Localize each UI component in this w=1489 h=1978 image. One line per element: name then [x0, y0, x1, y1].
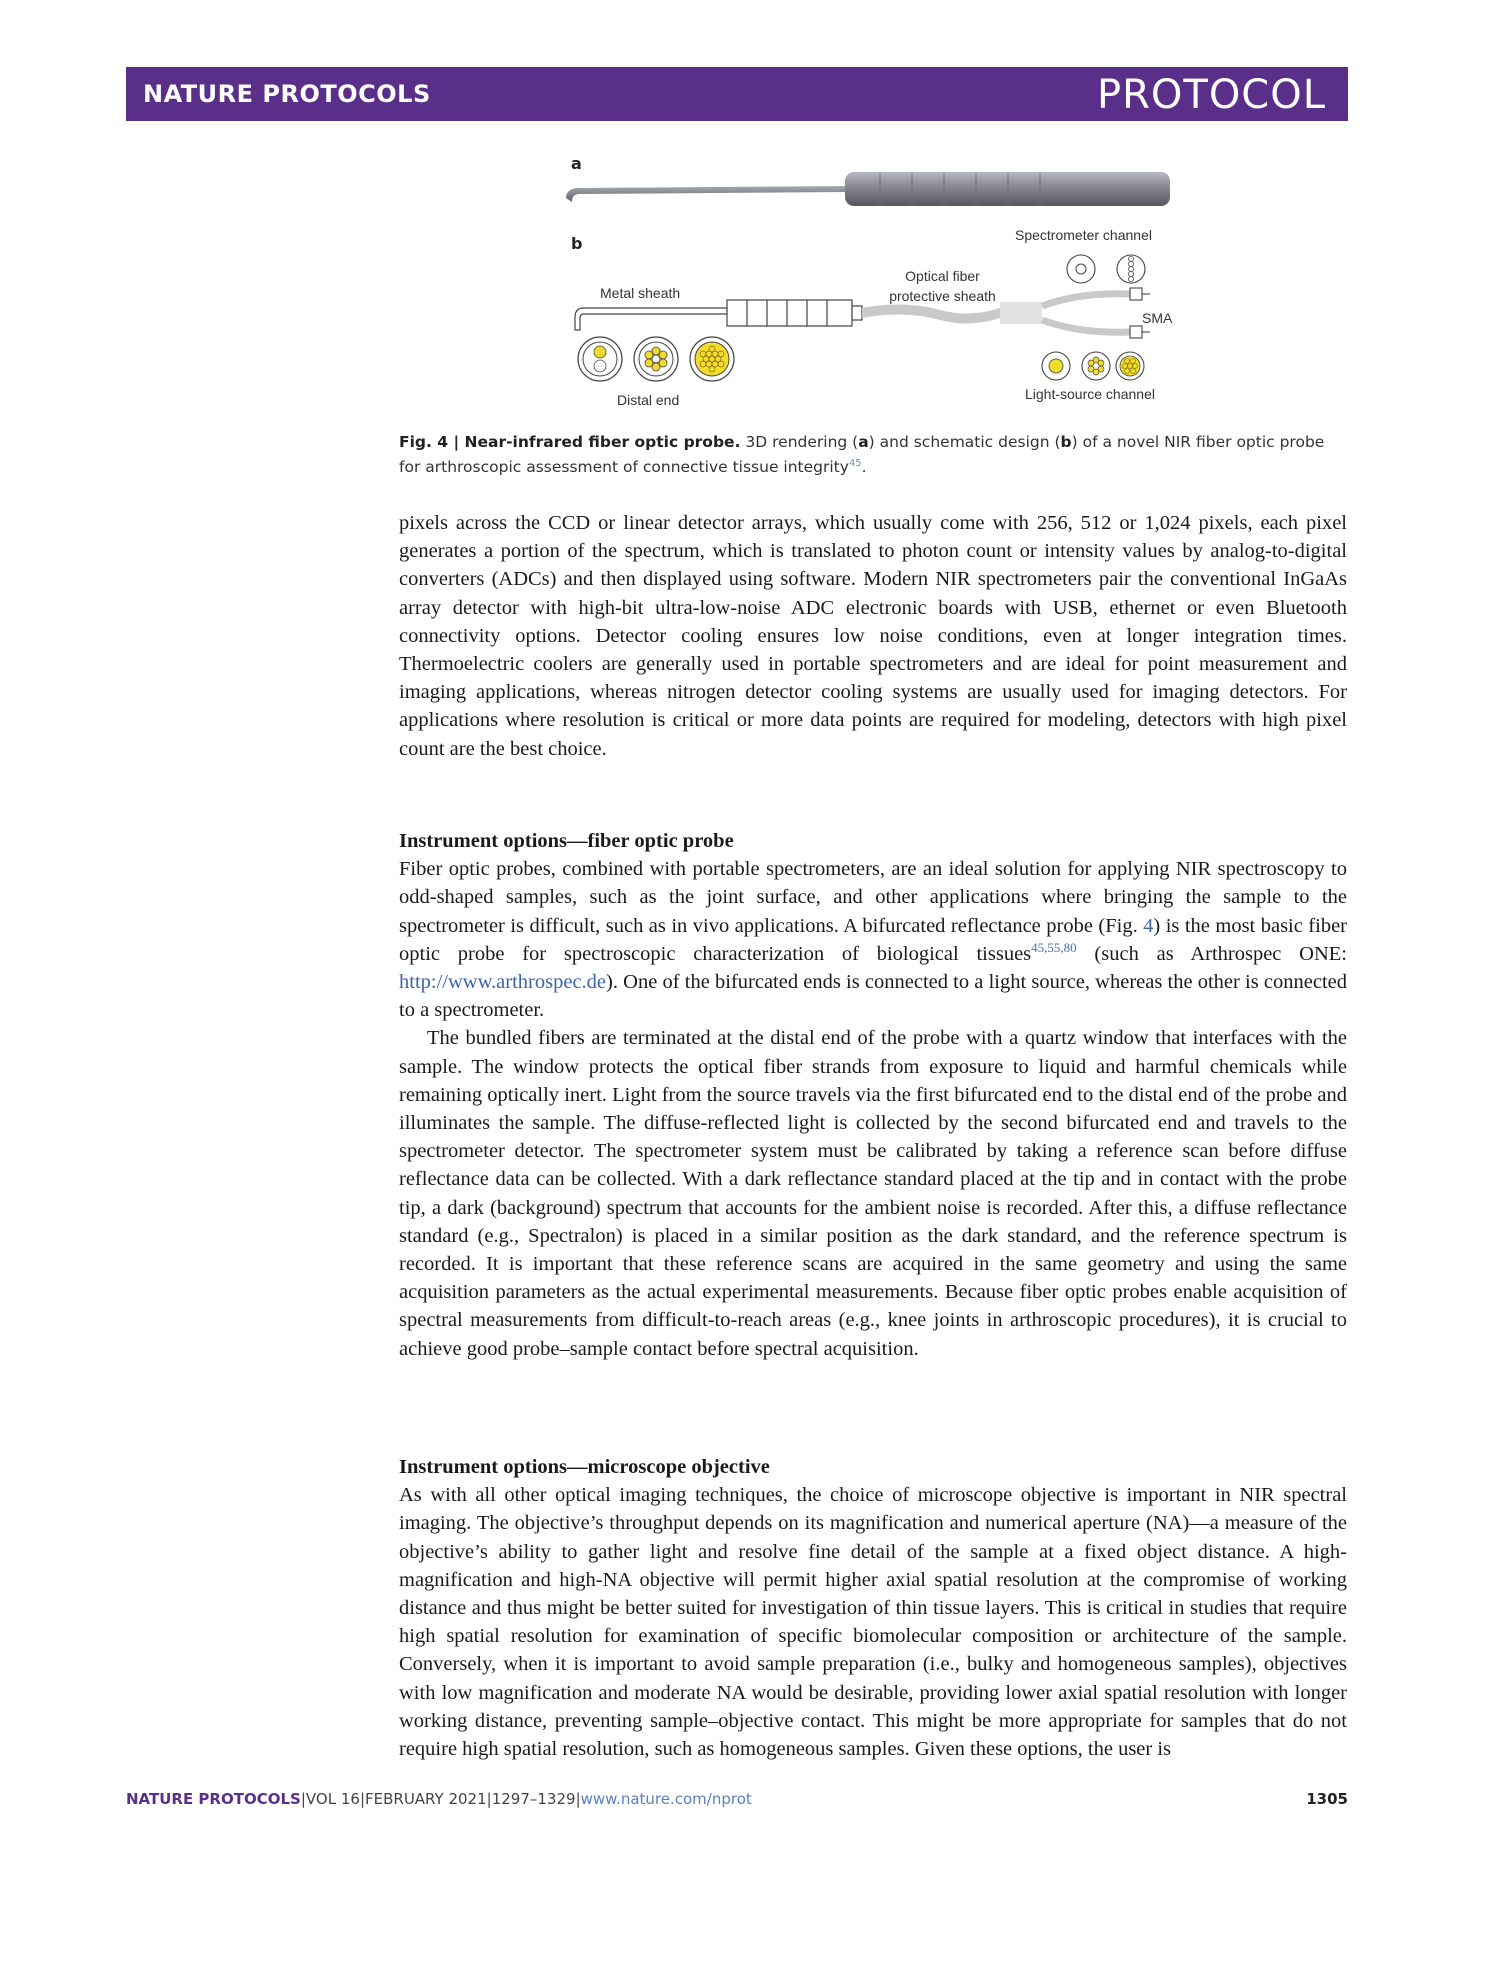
footer-separator: |: [359, 1790, 365, 1808]
header-banner: [126, 67, 1348, 121]
footer-date: FEBRUARY 2021: [365, 1790, 487, 1808]
caption-panel-b: b: [1060, 433, 1072, 451]
probe-schematic: [575, 255, 1150, 381]
probe-3d-render: [566, 172, 1170, 206]
paragraph-text: (such as Arthrospec ONE:: [1076, 942, 1347, 965]
caption-end: .: [861, 458, 867, 477]
footer-separator: |: [486, 1790, 492, 1808]
paragraph-detector: pixels across the CCD or linear detector arrays, which usually come with 256, 512 or 1,024 pixels, each pixel generates a portion of the spectrum, which is translated to photon count or intensity values by analog-to-digital converters (ADCs) and then displayed using software. Modern NIR spectrometers pair the conventional InGaAs array detector with high-bit ultra-low-noise ADC electronic boards with USB, ethernet or even Bluetooth connectivity options. Detector cooling ensures low noise conditions, even at longer integration times. Thermoelectric coolers are generally used in portable spectrometers and are ideal for point measurement and imaging applications, whereas nitrogen detector cooling systems are usually used for imaging detectors. For applications where resolution is critical or more data points are required for modeling, detectors with high pixel count are the best choice.: [399, 512, 1347, 760]
caption-text-1: 3D rendering (: [740, 433, 859, 451]
label-metal-sheath: Metal sheath: [600, 285, 681, 301]
paragraph-text: ). One of the bifurcated ends is connected to a light source, whereas the other is connected to a spectrometer.: [399, 971, 1347, 1022]
distal-end-cross-sections: [578, 337, 734, 381]
caption-panel-a: a: [858, 433, 869, 451]
footer-separator: |: [575, 1790, 581, 1808]
panel-b-label: b: [571, 234, 583, 253]
light-source-channel-cross-sections: [1042, 352, 1144, 380]
label-sma: SMA: [1142, 310, 1173, 326]
footer-pages: 1297–1329: [491, 1790, 576, 1808]
article-type: PROTOCOL: [1096, 72, 1326, 118]
body-section-3: [399, 1453, 1347, 1763]
caption-text-2: ) and schematic design (: [868, 433, 1061, 451]
paragraph-text: ) is the most basic fiber optic probe for spectroscopic characterization of biological tissues: [399, 914, 1348, 965]
footer-volume: VOL 16: [305, 1790, 360, 1808]
spectrometer-channel-cross-sections: [1067, 255, 1145, 283]
paragraph-microscope-objective: As with all other optical imaging techniques, the choice of microscope objective is important in NIR spectral imaging. The objective’s throughput depends on its magnification and numerical aperture (NA)—a measure of the objective’s ability to gather light and resolve fine detail of the sample at a fixed object distance. A high-magnification and high-NA objective will permit higher axial spatial resolution at the compromise of working distance and thus might be better suited for investigation of thin tissue layers. This is critical in studies that require high spatial resolution for examination of specific biomolecular composition or architecture of the sample. Conversely, when it is important to avoid sample preparation (i.e., bulky and homogeneous samples), objectives with low magnification and moderate NA would be desirable, providing lower axial spatial resolution with longer working distance, preventing sample–objective contact. This might be more appropriate for samples that do not require high spatial resolution, such as homogeneous samples. Given these options, the user is: [399, 1484, 1347, 1761]
caption-text-3: ) of a novel NIR fiber optic probe for arthroscopic assessment of connective tissue integrity: [399, 433, 1325, 477]
body-section-1: [399, 509, 1347, 763]
heading-fiber-optic-probe: Instrument options—fiber optic probe: [399, 830, 734, 852]
label-optical-fiber: Optical fiber: [905, 268, 980, 284]
panel-a-label: a: [571, 154, 582, 173]
caption-label: Fig. 4 | Near-infrared fiber optic probe.: [399, 433, 741, 451]
arthrospec-url-link[interactable]: http://www.arthrospec.de: [399, 971, 607, 994]
figure-caption: [399, 432, 1347, 478]
citation-link[interactable]: 45,55,80: [1031, 939, 1077, 955]
paragraph-text: Fiber optic probes, combined with portable spectrometers, are an ideal solution for applying NIR spectroscopy to odd-shaped samples, such as the joint surface, and other applications where bringing the sample to the spectrometer is difficult, such as in vivo applications. A bifurcated reflectance probe (Fig.: [399, 858, 1347, 937]
label-spectrometer-channel: Spectrometer channel: [1015, 227, 1152, 243]
body-section-2: [399, 827, 1347, 1363]
paragraph-fiber-probe: [399, 855, 1347, 1024]
figure-4: [560, 150, 1200, 420]
footer-url-link[interactable]: www.nature.com/nprot: [580, 1790, 752, 1808]
page-footer: [126, 1790, 1348, 1814]
journal-name: NATURE PROTOCOLS: [143, 80, 431, 108]
label-light-source-channel: Light-source channel: [1025, 386, 1155, 402]
footer-journal: NATURE PROTOCOLS: [126, 1790, 301, 1808]
caption-reference[interactable]: 45: [848, 458, 862, 469]
figure-reference-link[interactable]: 4: [1143, 914, 1154, 937]
page-number: 1305: [1306, 1790, 1348, 1808]
paragraph-bundled-fibers: The bundled fibers are terminated at the distal end of the probe with a quartz window that interfaces with the sample. The window protects the optical fiber strands from exposure to liquid and harmful chemicals while remaining optically inert. Light from the source travels via the first bifurcated end to the distal end of the probe and illuminates the sample. The diffuse-reflected light is collected by the second bifurcated end and travels to the spectrometer detector. The spectrometer system must be calibrated by taking a reference scan before diffuse reflectance data can be collected. With a dark reflectance standard placed at the tip and in contact with the probe tip, a dark (background) spectrum that accounts for the ambient noise is recorded. After this, a diffuse reflectance standard (e.g., Spectralon) is placed in a similar position as the dark standard, and the reference spectrum is recorded. It is important that these reference scans are acquired in the same geometry and using the same acquisition parameters as the actual experimental measurements. Because fiber optic probes enable acquisition of spectral measurements from difficult-to-reach areas (e.g., knee joints in arthroscopic procedures), it is crucial to achieve good probe–sample contact before spectral acquisition.: [399, 1027, 1347, 1360]
footer-separator: |: [300, 1790, 306, 1808]
label-protective-sheath: protective sheath: [889, 288, 996, 304]
label-distal-end: Distal end: [617, 392, 680, 408]
heading-microscope-objective: Instrument options—microscope objective: [399, 1456, 770, 1478]
